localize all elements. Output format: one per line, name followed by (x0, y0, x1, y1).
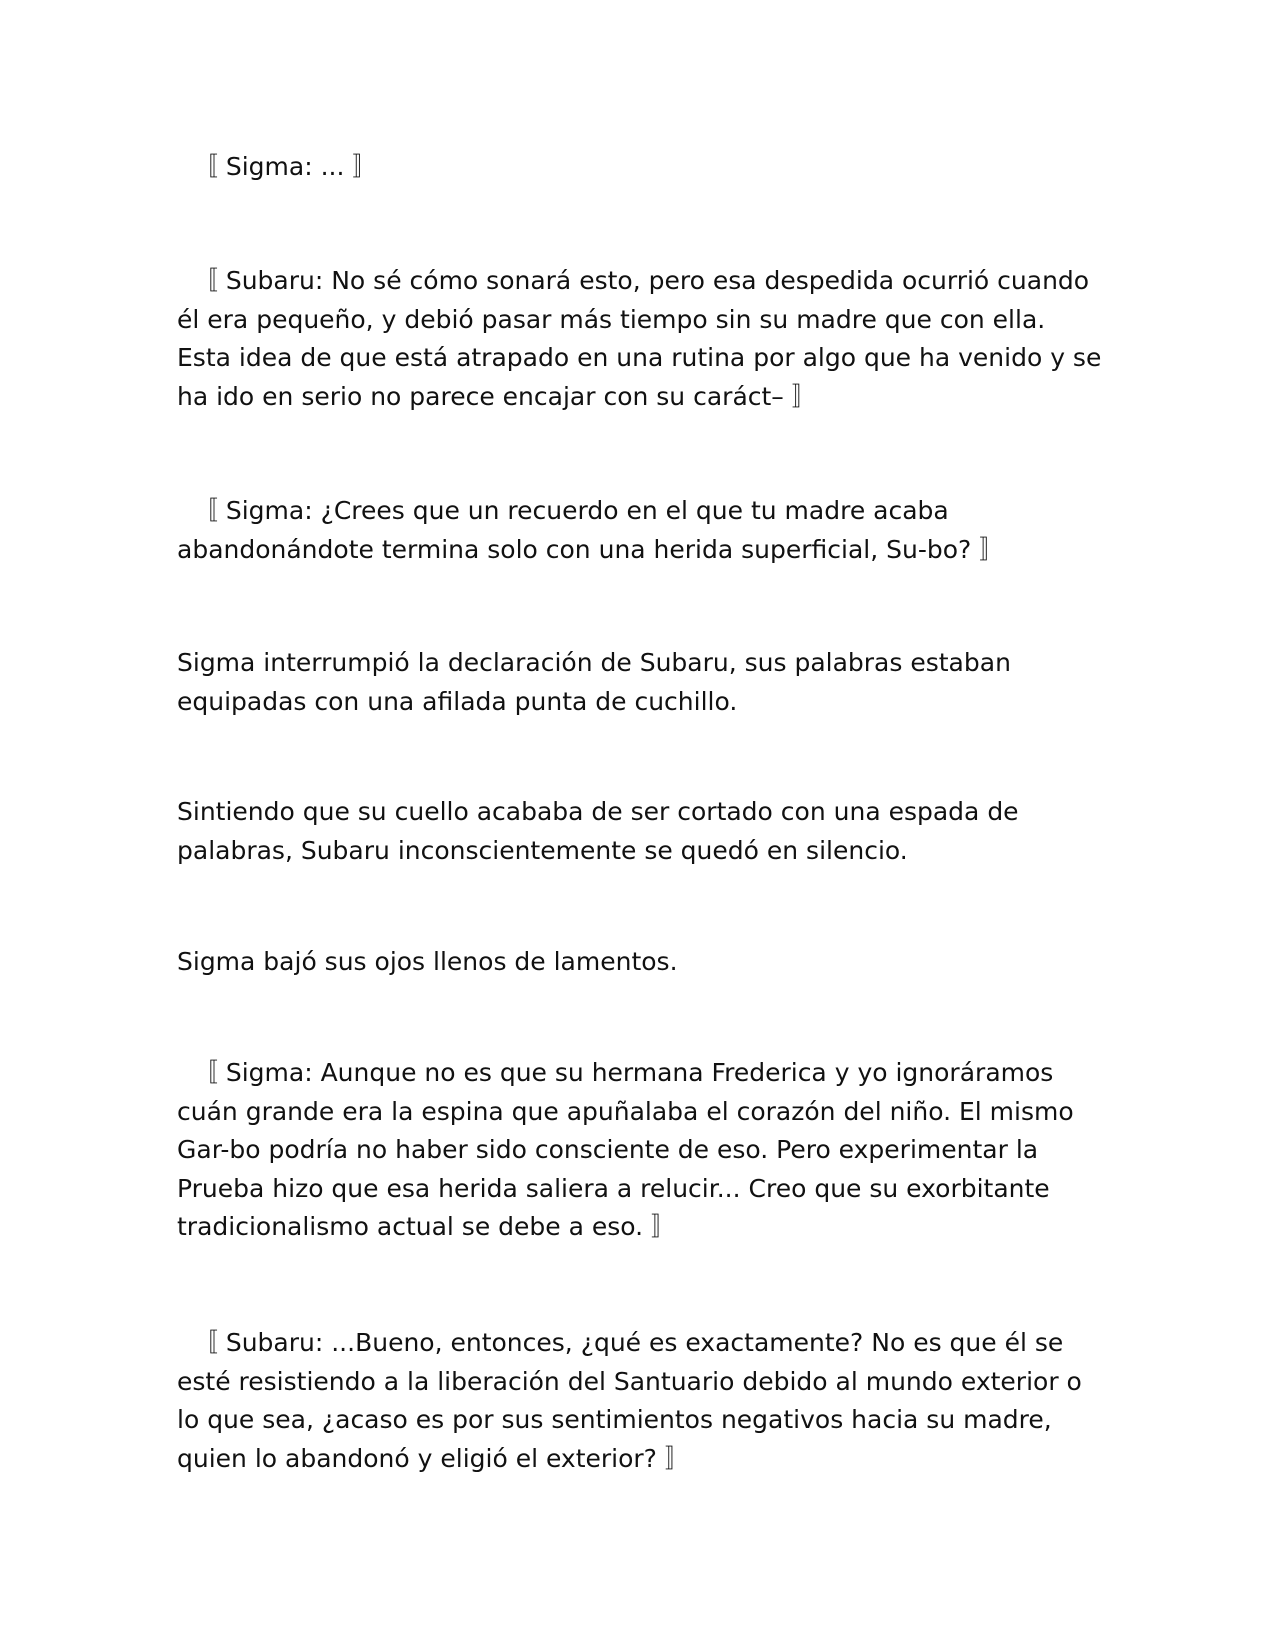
dialogue-subaru-question: 〚 Subaru: ...Bueno, entonces, ¿qué es exactamente? No es que él se esté resistiendo a la liberación del Santuario debido al mundo exterior o lo que sea, ¿acaso es por sus sentimientos negativos hacia su madre, quien lo abandonó y eligió el exterior? 〛 (177, 1328, 1082, 1473)
narration-silence: Sintiendo que su cuello acababa de ser cortado con una espada de palabras, Subaru inconscientemente se quedó en silencio. (177, 797, 1019, 865)
dialogue-subaru-farewell: 〚 Subaru: No sé cómo sonará esto, pero esa despedida ocurrió cuando él era pequeño, y debió pasar más tiempo sin su madre que con ella. Esta idea de que está atrapado en una rutina por algo que ha venido y se ha ido en serio no parece encajar con su caráct– 〛 (177, 266, 1102, 411)
narration-lowered-eyes: Sigma bajó sus ojos llenos de lamentos. (177, 947, 678, 976)
dialogue-sigma-ellipsis: 〚 Sigma: ... 〛 (177, 152, 378, 181)
narration-interruption: Sigma interrumpió la declaración de Subaru, sus palabras estaban equipadas con una afilada punta de cuchillo. (177, 648, 1011, 716)
dialogue-sigma-memory: 〚 Sigma: ¿Crees que un recuerdo en el que tu madre acaba abandonándote termina solo con una herida superficial, Su-bo? 〛 (177, 496, 1005, 564)
dialogue-sigma-thorn: 〚 Sigma: Aunque no es que su hermana Frederica y yo ignoráramos cuán grande era la espina que apuñalaba el corazón del niño. El mismo Gar-bo podría no haber sido consciente de eso. Pero experimentar la Prueba hizo que esa herida saliera a relucir... Creo que su exorbitante tradicionalismo actual se debe a eso. 〛 (177, 1058, 1074, 1241)
